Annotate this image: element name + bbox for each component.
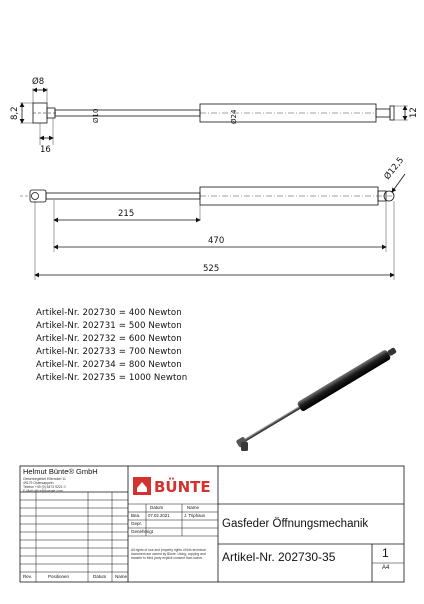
drawing-title: Gasfeder Öffnungsmechanik — [222, 518, 369, 530]
dim-eye-diameter: Ø8 — [32, 77, 45, 87]
article-line-1: Artikel-Nr. 202730 = 400 Newton — [36, 308, 182, 318]
article-line-3: Artikel-Nr. 202732 = 600 Newton — [36, 334, 182, 344]
row-genehmigt: Genehmigt — [131, 529, 154, 534]
copyright-notice: All rights of use and property rights of this technical document are owned by Bünte. Using, copying and transfer to third party explicit consent from owner. — [131, 548, 206, 561]
sheet-number: 1 — [382, 546, 389, 560]
footer-datum: Datum — [93, 574, 107, 579]
address-line-1: Gewerbegebiet Ellerndorf 11 — [23, 477, 66, 481]
gas-spring-photo — [235, 345, 398, 451]
article-line-2: Artikel-Nr. 202731 = 500 Newton — [36, 321, 182, 331]
bea-date: 07.02.2021 — [148, 513, 170, 518]
dim-eye-height: 8,2 — [10, 106, 20, 120]
company-name: Helmut Bünte® GmbH — [23, 467, 98, 476]
dim-rod-length: 215 — [118, 209, 135, 219]
sheet-format: A4 — [382, 565, 390, 571]
bea-name: J. Triphaus — [184, 513, 206, 518]
dim-tube-diameter: Ø24 — [230, 109, 238, 124]
side-view-labels — [118, 155, 406, 274]
top-view-labels — [10, 76, 419, 155]
dim-length-470: 470 — [208, 236, 225, 246]
footer-name: Name — [115, 574, 128, 579]
side-eye-shape — [30, 190, 46, 202]
dim-eye-offset: 16 — [40, 145, 51, 155]
dim-end-eye-diameter: Ø12,5 — [382, 155, 407, 182]
logo-text: BÜNTE — [154, 478, 211, 496]
footer-rev: Rev. — [23, 574, 32, 579]
article-line-6: Artikel-Nr. 202735 = 1000 Newton — [36, 373, 188, 383]
side-rod-shape — [46, 193, 200, 199]
dim-end-width: 12 — [409, 107, 419, 118]
col-name: Name — [187, 505, 200, 510]
row-gepr: Gepr. — [131, 521, 143, 526]
top-view — [20, 88, 408, 145]
footer-position: Positionen — [48, 574, 70, 579]
buente-logo — [133, 477, 211, 496]
article-line-5: Artikel-Nr. 202734 = 800 Newton — [36, 360, 182, 370]
rod-shape — [55, 110, 200, 116]
dim-rod-diameter: Ø10 — [92, 108, 100, 123]
address-line-3: Telefon +49 (0) 5473 9221 0 — [23, 485, 66, 489]
address-line-2: 49179 Ostercappeln — [23, 481, 54, 485]
dim-total-length: 525 — [203, 264, 220, 274]
article-line-4: Artikel-Nr. 202733 = 700 Newton — [36, 347, 182, 357]
col-datum: Datum — [150, 505, 164, 510]
article-number: Artikel-Nr. 202730-35 — [222, 550, 336, 564]
address-line-4: E-Mail office@buente.com — [23, 489, 63, 493]
row-bea: Bea. — [131, 513, 141, 518]
